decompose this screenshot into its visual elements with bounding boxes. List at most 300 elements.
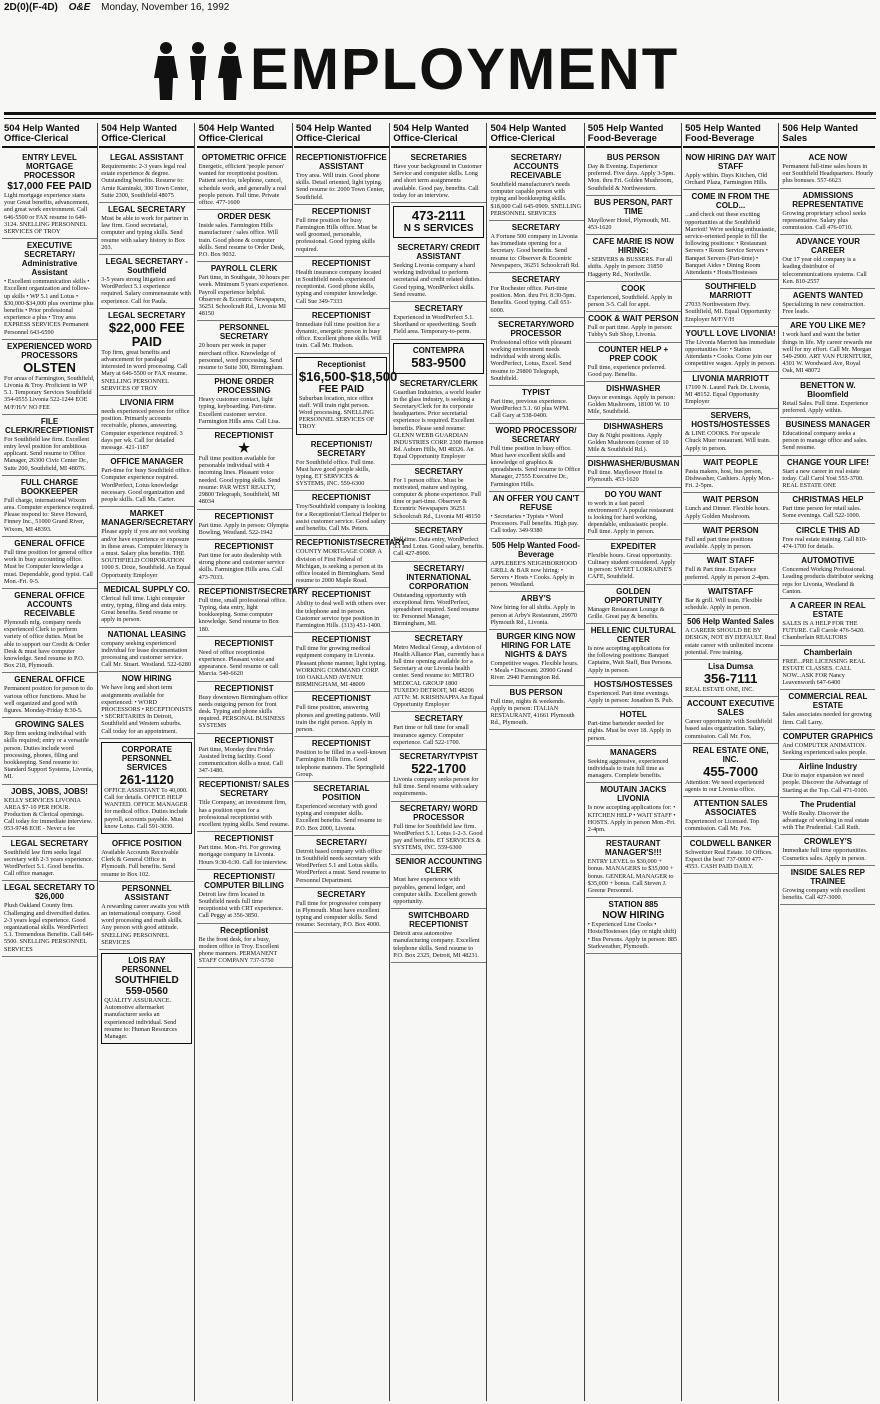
classified-ad xyxy=(2,537,97,589)
ad-body: Immediate full time opportunities. Cosmetics sales. Apply in person. xyxy=(782,847,868,862)
employment-masthead xyxy=(150,37,710,102)
ad-body: ...and check out these exciting opportunities at the Southfield Marriott! We're seeking enthusiastic, service-oriented people to fill the following positions: • Restaurant Servers • Room Service Servers • Banquet Servers (Part-time) • Banquet Aides • Dining Room Attendants • Hosts/Hostesses xyxy=(685,211,776,277)
classified-ad xyxy=(296,357,398,435)
classified-ad xyxy=(780,866,875,905)
ad-body: Full time for growing medical equipment company in Livonia. Pleasant phone manner, light typing. WORKING COMMAND CORP. 160 OAKLAND AVENUE BIRMINGHAM, MI 48009 xyxy=(295,645,387,689)
ad-headline: EXECUTIVE SECRETARY/ Administrative Assistant xyxy=(21,241,78,278)
ad-body: Full charge, international Wixom area. Computer experience required. Please respond to: Steve Howard, Finney Inc., 51000 Grand River, Wixom, MI 48393. xyxy=(4,496,95,533)
ad-headline: SECRETARIAL POSITION xyxy=(313,783,370,802)
ad-body: Detroit based company with office in Southfield needs secretary with WordPerfect 5.1 and Lotus skills. WordPerfect a must. Send resume to Personnel Department. xyxy=(295,847,387,884)
ad-headline: AGENTS WANTED xyxy=(792,291,863,301)
ad-body: Part-time bartender needed for nights. Must be over 18. Apply in person. xyxy=(587,720,671,742)
column-header: 506 Help Wanted Sales xyxy=(780,123,875,148)
classified-ad xyxy=(197,734,292,779)
ad-headline: RECEPTIONIST/ SALES SECRETARY xyxy=(198,780,290,799)
classified-ad xyxy=(99,151,194,203)
classified-ad xyxy=(489,273,584,318)
ad-headline: RECEPTIONIST xyxy=(311,590,371,600)
ad-headline: HOTEL xyxy=(619,710,647,720)
ad-body: Lunch and Dinner. Flexible hours. Apply Golden Mushroom. xyxy=(685,505,770,520)
ad-headline: RECEPTIONIST xyxy=(311,493,371,503)
classified-ad xyxy=(780,456,875,494)
ad-headline: COMPUTER GRAPHICS xyxy=(782,731,873,741)
classified-ad xyxy=(391,909,486,963)
ad-headline: SWITCHBOARD RECEPTIONIST xyxy=(408,911,470,930)
ad-body: Outstanding opportunity with exceptional firm. WordPerfect, spreadsheet required. Send resume to: Personnel Manager, Birmingham, MI. xyxy=(393,591,480,628)
classified-ad xyxy=(489,424,584,492)
ad-headline: The Prudential xyxy=(800,799,856,809)
classified-ad xyxy=(2,589,97,673)
ad-display-text: $16,500-$18,500 xyxy=(298,368,398,384)
ad-headline: ARBY'S xyxy=(521,594,551,604)
column-header: 505 Help Wanted Food-Beverage xyxy=(586,123,681,148)
ad-body: Due to major expansion we need people. Discover the Advantage of Starting at the Top. Call 471-0100. xyxy=(782,772,869,794)
masthead-rule-thin xyxy=(4,118,876,119)
ad-body: Full time for Southfield law firm. WordPerfect 5.1. Lotus 1-2-3. Good pay and benefits. ET SERVICES & SYSTEMS, INC. 559-6300 xyxy=(393,822,483,852)
ad-headline: DO YOU WANT xyxy=(604,489,662,499)
classified-ad xyxy=(294,588,389,633)
classified-ad xyxy=(197,321,292,375)
ad-headline: LEGAL SECRETARY xyxy=(107,310,186,320)
ad-body: Start a new career in real estate today. Call Carol Yost 553-3700. REAL ESTATE ONE xyxy=(782,467,864,490)
classified-ad xyxy=(391,377,486,465)
ad-body: Southfield manufacturer's needs computer capable person with typing and bookkeeping skills. $18,000 Call 645-0909. SNELLING PERSONNEL SERVICES xyxy=(490,181,582,217)
classified-ad xyxy=(2,785,97,837)
ad-body: to work in a fast paced environment? A popular restaurant is looking for hard working, dependable, enthusiastic people. Full time. Apply in person. xyxy=(587,499,674,536)
ad-display-text: $22,000 FEE PAID xyxy=(108,319,185,349)
classified-ad xyxy=(780,418,875,456)
ad-body: Part time or full time for small insurance agency. Computer experience. Call 522-1700. xyxy=(393,724,469,746)
ad-headline: TYPIST xyxy=(521,388,550,398)
ad-body: QUALITY ASSURANCE. Automotive aftermarket manufacturer seeks an experienced individual. Send resume to: Human Resources Manager. xyxy=(104,997,177,1041)
classified-ad xyxy=(586,898,681,954)
classified-ad xyxy=(489,151,584,221)
ad-subhead: FEE PAID xyxy=(318,383,365,395)
ad-body: Have your background in Customer Service and computer skills. Long and short term assignments available. Good pay, benefits. Call today for an interview. xyxy=(393,163,482,199)
classified-ad xyxy=(197,637,292,682)
ad-body: Detroit area automotive manufacturing company. Excellent telephone skills. Send resume to P.O. Box 2325, Detroit, MI 48231. xyxy=(393,930,480,959)
classified-ad xyxy=(586,708,681,746)
classified-ad xyxy=(780,524,875,554)
ad-headline: ORDER DESK xyxy=(217,212,271,222)
ad-headline: COUNTER HELP + PREP COOK xyxy=(598,344,669,363)
ad-body: Full time, experience preferred. Good pay. Benefits. xyxy=(587,363,666,378)
classified-ad xyxy=(683,409,778,456)
ad-headline: SECRETARY/CLERK xyxy=(399,378,478,388)
ad-headline: JOBS, JOBS, JOBS! xyxy=(11,786,88,796)
ad-body: Full time. Data entry, WordPerfect 5.1 and Lotus. Good salary, benefits. Call 427-8900. xyxy=(393,535,485,558)
classified-ad xyxy=(197,262,292,321)
ad-body: Bar & grill. Will train. Flexible schedule. Apply in person. xyxy=(685,596,763,611)
classified-ad xyxy=(99,396,194,455)
ad-headline: COOK & WAIT PERSON xyxy=(588,314,679,324)
ad-headline: 506 Help Wanted Sales xyxy=(687,617,775,627)
ad-body: COUNTY MORTGAGE CORP. A division of First Federal of Michigan, is seeking a person at its office located in Birmingham. Send resume to 2000 Maple Road. xyxy=(295,548,385,585)
classified-ad xyxy=(586,624,681,678)
classified-ad xyxy=(683,524,778,554)
ad-body: Southfield law firm seeks legal secretary with 2-3 years experience. WordPerfect 5.1. Good benefits. Call office manager. xyxy=(4,848,94,878)
ad-body: APPLEBEE'S NEIGHBORHOOD GRILL & BAR now hiring: • Servers • Hosts • Cooks. Apply in person. Westland. xyxy=(490,559,578,589)
ad-headline: ADMISSIONS REPRESENTATIVE xyxy=(792,190,864,209)
classified-ad xyxy=(197,151,292,210)
classified-column xyxy=(780,123,875,1401)
classified-ad xyxy=(391,465,486,524)
ad-body: Mayflower Hotel, Plymouth, MI. 453-1620 xyxy=(587,216,670,232)
classified-ad xyxy=(780,235,875,289)
ad-body: For Rochester office. Part-time position. Mon. thru Fri. 8:30-5pm. Benefits. Good typing. Call 651-6000. xyxy=(490,285,576,314)
classified-ad xyxy=(294,782,389,836)
ad-headline: RECEPTIONIST xyxy=(214,541,274,551)
classified-ad xyxy=(197,870,292,924)
ad-headline: SECRETARY xyxy=(511,223,561,233)
ad-body: Full time position, answering phones and greeting patients. Will train the right person. Apply in person. xyxy=(295,704,381,733)
page-number: 2D(0)(F-4D) xyxy=(4,2,58,13)
classified-ad xyxy=(99,309,194,396)
ad-body: Experienced. Part time evenings. Apply in person: Jonathon B. Pub. xyxy=(587,689,674,704)
ad-headline: PAYROLL CLERK xyxy=(210,264,278,274)
classified-ad xyxy=(197,540,292,585)
ad-body: Part time, previous experience. WordPerfect 5.1. 60 plus WPM. Call Gary at 538-0400. xyxy=(490,398,570,420)
classified-ad xyxy=(197,375,292,429)
ad-headline: NATIONAL LEASING xyxy=(107,629,186,639)
ad-headline: SECRETARY/ ACCOUNTS RECEIVABLE xyxy=(510,153,562,180)
ad-headline: BUSINESS MANAGER xyxy=(785,420,871,430)
ad-body: Health insurance company located in Southfield needs experienced receptionist. Good phone skills, typing and computer knowledge. Call Sue 349-7333 xyxy=(295,268,382,305)
ad-headline: ATTENTION SALES ASSOCIATES xyxy=(693,799,768,818)
ad-body: Day & Night positions. Apply Golden Mushroom (corner of 10 Mile & Southfield Rd.). xyxy=(587,431,669,454)
ad-body: Metro Medical Group, a division of Health Alliance Plan, currently has a full time opening available for a Secretary at our Livonia health center. Send resume to: METRO MEDICAL GROUP 1800 TUXEDO DETROIT, MI 48206 ATTN: M. KRISHNAPPA An Equal Opportunity Employer xyxy=(393,643,484,709)
classified-ad xyxy=(391,524,486,562)
ad-headline: ADVANCE YOUR CAREER xyxy=(795,237,860,256)
ad-display-text: 455-7000 xyxy=(703,763,759,779)
ad-body: KELLY SERVICES LIVONIA AREA $7-10 PER HOUR. Production & Clerical openings. Call today for immediate interview. 953-9748 EOE - Never a fee xyxy=(4,796,93,833)
classified-ad xyxy=(99,203,194,255)
ad-headline: Chamberlain xyxy=(803,647,853,657)
ad-body: Educational company seeks a person to manage office and sales. Send resume. xyxy=(782,430,868,452)
ad-headline: WAIT PERSON xyxy=(702,525,759,535)
classified-ad xyxy=(780,319,875,378)
classified-ad xyxy=(586,382,681,420)
classified-ad xyxy=(586,196,681,235)
column-header: 504 Help Wanted Office-Clerical xyxy=(99,123,194,148)
ad-body: Part time, Monday thru Friday. Assisted living facility. Good communication skills a must. Call 347-1480. xyxy=(198,745,283,775)
classified-ad xyxy=(489,686,584,731)
classified-ad xyxy=(2,673,97,718)
ad-body: Day & Evening. Experience preferred. Five days. Apply 3-5pm. Mon. thru Fri. Golden Mushroom, Southfield & Northwestern. xyxy=(587,163,675,192)
classified-ad xyxy=(294,536,406,588)
masthead-rule xyxy=(4,112,876,115)
ad-display-text: 522-1700 xyxy=(411,760,467,776)
classified-ad xyxy=(391,712,486,750)
ad-body: Position to be filled in a well-known Farmington Hills firm. Good telephone manners. The Springfield Group. xyxy=(295,749,387,778)
ad-headline: NOW HIRING DAY WAIT STAFF xyxy=(685,153,776,171)
ad-headline: STATION 885 xyxy=(608,900,659,910)
ad-body: Part-time for busy Southfield office. Computer experience required. WordPerfect, Lotus knowledge necessary. Good organization and people skills. Call Ms. Carter. xyxy=(101,467,192,504)
ad-body: Plush Oakland County firm. Challenging and diversified duties. 2-3 years legal experience. Good organizational skills. WordPerfect 5.1. Tremendous Benefits. Call 646-5500. SNELLING PERSONNEL SERVICES xyxy=(4,902,94,953)
issue-date: Monday, November 16, 1992 xyxy=(101,2,230,13)
ad-headline: CHRISTMAS HELP xyxy=(792,495,864,505)
ad-headline: OPTOMETRIC OFFICE xyxy=(201,153,287,162)
classified-ad xyxy=(780,646,875,691)
ad-headline: SECRETARY xyxy=(317,889,366,899)
ad-headline: RECEPTIONIST xyxy=(311,206,371,216)
ad-headline: AN OFFER YOU CAN'T REFUSE xyxy=(492,493,580,512)
ad-headline: SECRETARY xyxy=(414,714,463,724)
ad-headline: CHANGE YOUR LIFE! xyxy=(786,457,869,467)
classified-ad xyxy=(294,257,389,309)
ad-body: A rewarding career awaits you with an international company. Good word processing and math skills. Any person with good attitude. SNELLING PERSONNEL SERVICES xyxy=(101,902,190,946)
ad-body: Part time. Mon.-Fri. For growing mortgage company in Livonia. Hours 9:30-6:30. Call for interview. xyxy=(198,844,288,866)
ad-headline: GENERAL OFFICE xyxy=(14,675,85,685)
ad-headline: RECEPTIONIST xyxy=(214,511,274,521)
ad-headline: GOLDEN OPPORTUNITY xyxy=(604,586,663,605)
ad-display-text: 356-7111 xyxy=(703,670,758,686)
ad-headline: RECEPTIONIST xyxy=(214,834,274,844)
classified-ad xyxy=(780,189,875,236)
ad-body: Experienced secretary with good typing and computer skills. Excellent benefits. Send resume to P.O. Box 2000, Livonia. xyxy=(295,802,382,832)
classified-ad xyxy=(683,615,778,660)
ad-headline: COMMERCIAL REAL ESTATE xyxy=(788,692,868,711)
ad-body: Career opportunity with Southfield based sales organization. Salary, commission. Call Mr. Fox. xyxy=(685,718,772,740)
ad-headline: CAFE MARIE IS NOW HIRING: xyxy=(592,237,674,256)
ad-headline: SECRETARY xyxy=(414,466,463,476)
ad-body: Full or part time. Apply in person: Tubby's Sub Shop, Livonia. xyxy=(587,324,673,339)
ad-body: Heavy customer contact, light typing, keyboarding. Part-time. Excellent customer service. Farmington Hills area. Call Lisa. xyxy=(198,396,281,425)
ad-headline: RECEPTIONIST xyxy=(311,739,371,749)
ad-body: Our 17 year old company is a leading distributor of telecommunications systems. Call Ken. 810-2557 xyxy=(782,256,867,285)
ad-headline: SECRETARY xyxy=(511,275,561,285)
ad-headline: FILE CLERK/RECEPTIONIST xyxy=(5,416,94,435)
ad-display-text: 261-1120 xyxy=(119,771,174,787)
ad-headline: RECEPTIONIST xyxy=(311,310,371,320)
classified-column xyxy=(586,123,682,1401)
ad-body: Flexible hours. Great opportunity. Culinary student considered. Apply in person: SWEET LORRAINE'S CAFE, Southfield. xyxy=(587,551,676,581)
classified-ad xyxy=(780,599,875,646)
ad-headline: EXPEDITER xyxy=(610,541,656,551)
classified-ad xyxy=(99,507,194,582)
ad-headline: SECRETARY/TYPIST xyxy=(399,751,479,761)
ad-headline: ACCOUNT EXECUTIVE SALES xyxy=(686,699,775,718)
classified-ad xyxy=(2,837,97,882)
classified-ad xyxy=(99,672,194,738)
classified-ad xyxy=(586,540,681,585)
classified-ad xyxy=(780,151,875,189)
ad-headline: SECRETARY/ INTERNATIONAL CORPORATION xyxy=(406,563,472,591)
ad-body: Part time, in Southgate, 30 hours per week. Minimum 5 years experience. Payroll experience helpful. Observer & Eccentric Newspapers, 36251 Schoolcraft Rd., Livonia MI 48150 xyxy=(198,274,290,318)
ad-headline: DISHWASHER xyxy=(606,384,661,394)
ad-body: Top firm, great benefits and advancement for paralegal interested in word processing. Call Mary at 646-5500 or FAX resume. SNELLING PERSONNEL SERVICES OF TROY xyxy=(101,348,188,392)
ad-display-text: 473-2111 xyxy=(411,208,466,224)
ad-body: Seeking aggressive, experienced individuals to train full time as managers. Complete benefits. xyxy=(587,757,669,780)
ad-body: Plymouth mfg. company needs experienced Clerk to perform variety of office duties. Must be able to support our Credit & Order Desk & must have computer knowledge. Send resume to P.O. Box 218, Plymouth. xyxy=(4,618,90,670)
people-figures-icon xyxy=(150,40,246,102)
classified-ad xyxy=(101,953,192,1044)
classified-ad xyxy=(294,888,389,933)
classified-ad xyxy=(586,282,681,312)
classified-column xyxy=(683,123,779,1401)
classified-ad xyxy=(294,836,389,888)
ad-body: Full & Part time. Experience preferred. Apply in person 2-4pm. xyxy=(685,566,770,581)
classified-ad xyxy=(586,457,681,487)
ad-body: For 1 person office. Must be motivated, mature and typing, computer & phone experience. Full time or part-time. Observer & Eccentric Newspapers 36251 Schoolcraft Rd., Livonia MI 48150 xyxy=(393,476,481,520)
classified-ad xyxy=(2,718,97,784)
ad-headline: BUS PERSON xyxy=(606,153,660,162)
classified-ad xyxy=(489,386,584,424)
classified-ad xyxy=(197,510,292,540)
ad-headline: LOIS RAY PERSONNEL xyxy=(121,956,172,975)
classified-ad xyxy=(489,539,584,593)
classified-ad xyxy=(197,210,292,262)
ad-headline: RECEPTIONIST xyxy=(214,431,274,441)
ad-headline: RECEPTIONIST xyxy=(214,638,274,648)
section-title: EMPLOYMENT xyxy=(250,37,680,102)
ad-headline: RECEPTIONIST/OFFICE ASSISTANT xyxy=(296,153,387,171)
ad-body: Experienced or Licensed. Top commission. Call Mr. Fox. xyxy=(685,818,760,833)
ad-headline: WAIT PEOPLE xyxy=(703,457,758,467)
ad-headline: RECEPTIONIST xyxy=(214,683,274,693)
classified-ad xyxy=(101,742,192,834)
ad-body: 27033 Northwestern Hwy. Southfield, MI. Equal Opportunity Employer M/F/V/H xyxy=(685,301,771,323)
ad-headline: MEDICAL SUPPLY CO. xyxy=(103,584,190,594)
ad-body: Growing company with excellent benefits. Call 427-3000. xyxy=(782,886,866,901)
classified-ad xyxy=(780,730,875,760)
ad-headline: LIVONIA MARRIOTT xyxy=(692,373,769,383)
classified-ad xyxy=(99,455,194,507)
ad-body: Competitive wages. Flexible hours. • Meals • Discount. 20900 Grand River. 2940 Farmington Rd. xyxy=(490,659,579,682)
ad-body: Now hiring for all shifts. Apply in person at Arby's Restaurant, 29970 Plymouth Rd., Livonia. xyxy=(490,604,578,626)
ad-display-text: ★ xyxy=(238,440,250,456)
ad-body: Full time position for busy Farmington Hills office. Must be well groomed, personable, professional. Good typing skills required. xyxy=(295,216,378,253)
ad-headline: PERSONNEL ASSISTANT xyxy=(121,883,172,902)
classified-ad xyxy=(780,835,875,865)
ad-body: For Southfield law firm. Excellent entry level position for ambitious applicant. Send resume to Office Manager, 26300 Civic Center Dr., Suite 200, Southfield, MI 48076. xyxy=(4,435,90,472)
ad-headline: COME IN FROM THE COLD... xyxy=(691,192,770,211)
column-header: 504 Help Wanted Office-Clerical xyxy=(489,123,584,148)
ad-headline: YOU'LL LOVE LIVONIA! xyxy=(685,328,776,338)
ad-body: Clerical full time. Light computer entry, typing, filing and data entry. Great benefits. Send resume or apply in person. xyxy=(101,594,187,624)
publication-name: O&E xyxy=(68,2,91,13)
classified-ad xyxy=(391,151,486,203)
ad-body: We have long and short term assignments available for experienced: • WORD PROCESSORS • RECEPTIONISTS • SECRETARIES In Detroit, Southfield and Western suburbs. Call today for an appointment. xyxy=(101,684,193,735)
ad-body: Days or evenings. Apply in person: Golden Mushroom, 18100 W. 10 Mile, Southfield. xyxy=(587,394,676,416)
classified-ad xyxy=(2,415,97,476)
ad-body: Full time, nights & weekends. Apply in person: ITALIAN RESTAURANT, 41661 Plymouth Rd., Plymouth. xyxy=(490,697,575,727)
ad-body: Full time, small professional office. Typing, data entry, light bookkeeping. Some computer knowledge. Send resume to Box 180. xyxy=(198,596,287,633)
classified-ad xyxy=(391,302,486,340)
ad-body: Permanent position for person to do various office functions. Must be well organized and good with figures. Monday-Friday 8:30-5. xyxy=(4,685,93,714)
ad-headline: SENIOR ACCOUNTING CLERK xyxy=(395,857,483,876)
ad-body: 3-5 years strong litigation and WordPerfect 5.1 experience required. Salary commensurate with experience. Call for Paula. xyxy=(101,276,191,305)
ad-display-text: OLSTEN xyxy=(23,359,76,375)
ad-body: Light mortgage experience starts your Great benefits, advancement, and great work environment. Call 646-5500 or FAX resume to 649-3124. SNELLING PERSONNEL SERVICES OF TROY xyxy=(4,192,90,236)
ad-subhead: SOUTHFIELD 559-0560 xyxy=(114,975,179,998)
ad-body: Wolfe Realty. Discover the advantage of working in real estate with The Prudential. Call Ruth. xyxy=(782,809,870,832)
classified-ad xyxy=(683,660,778,697)
ad-body: Experienced, Southfield. Apply in person 3-5. Call for appt. xyxy=(587,293,673,309)
ad-headline: LIVONIA FIRM xyxy=(119,398,174,408)
ad-headline: RECEPTIONIST xyxy=(311,258,371,268)
ad-headline: BENETTON W. Bloomfield xyxy=(800,380,856,399)
classified-column xyxy=(197,123,309,1401)
ad-body: Energetic, efficient 'people person' wanted for receptionist position. Patient service, telephone, cancel, schedule work, and generally a real people person. Full time. Private office. 477-1600 xyxy=(198,163,287,207)
classified-ad xyxy=(294,692,389,737)
ad-body: SALES IS A HELP FOR THE FUTURE. Call Carole 476-5420. Chamberlain REALTORS xyxy=(782,619,865,642)
classified-column xyxy=(99,123,195,1401)
classified-ad xyxy=(780,379,875,418)
classified-ad xyxy=(489,630,584,686)
classified-ad xyxy=(683,190,778,280)
ad-headline: GROWING SALES xyxy=(15,720,84,730)
ad-headline: MARKET MANAGER/SECRETARY xyxy=(101,509,194,528)
ad-headline: SECRETARY xyxy=(414,304,463,314)
classified-ad xyxy=(780,798,875,836)
classified-ad xyxy=(489,221,584,273)
classified-ad xyxy=(683,456,778,494)
ad-headline: LEGAL SECRETARY xyxy=(10,838,89,848)
ad-body: Full time for progressive company in Plymouth. Must have excellent typing and computer skills. Send resume: Secretary, P.O. Box 4000. xyxy=(295,899,382,929)
ad-headline: Receptionist xyxy=(220,925,269,935)
ad-body: Attention: We need experienced agents in our Livonia office. xyxy=(685,778,765,793)
classified-ad xyxy=(780,289,875,319)
ad-body: • Secretaries • Typists • Word Processors. Full benefits. High pay. Call today. 349-9380 xyxy=(490,512,579,535)
ad-body: Must be able to work for partner in law firm. Good secretarial, computer and typing skills. Send resume with salary history to Box 203. xyxy=(101,215,189,251)
folio-line xyxy=(4,2,876,16)
ad-headline: GENERAL OFFICE xyxy=(14,538,85,548)
ad-body: • Excellent communication skills • Excellent organization and follow-up skills • WP 5.1 and Lotus • $30,000-$34,000 plus overtime plus benefits • Prior professional experience a plus • Troy area EXPRESS SERVICES Permanent Personnel 643-6590 xyxy=(4,278,94,336)
ad-headline: RECEPTIONIST xyxy=(311,694,371,704)
classified-column xyxy=(391,123,487,1401)
ad-headline: HOSTS/HOSTESSES xyxy=(593,679,673,689)
classified-ad xyxy=(294,151,389,205)
ad-subhead: N S SERVICES xyxy=(403,223,474,235)
classified-ad xyxy=(683,327,778,372)
ad-body: Concerned Working Professional. Leading products distributor seeking reps for Livonia, Westland & Canton. xyxy=(782,566,874,595)
ad-body: Busy downtown Birmingham office needs outgoing person for front desk. Typing and phone skills required. PERSONAL BUSINESS SYSTEMS xyxy=(198,693,288,730)
ad-body: A CAREER SHOULD BE BY DESIGN, NOT BY DEFAULT. Real estate career with unlimited income potential. Free training. xyxy=(685,627,777,656)
classified-ad xyxy=(586,151,681,196)
classified-ad xyxy=(683,151,778,190)
ad-headline: Airline Industry xyxy=(798,762,858,772)
classified-ad xyxy=(683,372,778,410)
classified-ad xyxy=(683,744,778,797)
ad-body: Troy area. Will train. Good phone skills. Detail oriented, light typing. Send resume to: 2000 Town Center, Southfield. xyxy=(295,172,385,201)
ad-headline: Receptionist xyxy=(317,359,366,369)
classified-ad xyxy=(99,882,194,950)
ad-headline: CIRCLE THIS AD xyxy=(796,525,860,535)
ad-headline: COLDWELL BANKER xyxy=(689,838,772,848)
ad-body: Be the front desk, for a busy, modern office in Troy. Excellent phone manners. PERMANENT STAFF COMPANY 737-5750 xyxy=(198,935,280,965)
ad-subhead: NOW HIRING xyxy=(602,910,665,922)
ad-body: Requirements: 2-3 years legal real estate experience & degree. Outstanding benefits. Resume to: Arnie Kaminski, 300 Town Center, Suite 2300, Southfield 48075 xyxy=(101,163,189,199)
column-header: 505 Help Wanted Food-Beverage xyxy=(683,123,778,148)
classified-ad xyxy=(586,312,681,342)
ad-body: Experienced in WordPerfect 5.1. Shorthand or speedwriting. South Field area. Temporary-to-perm. xyxy=(393,314,477,336)
classified-ad xyxy=(294,633,389,692)
ad-headline: WORD PROCESSOR/ SECRETARY xyxy=(495,425,577,444)
classified-ad xyxy=(294,737,389,782)
ad-headline: AUTOMOTIVE xyxy=(801,556,855,566)
ad-headline: REAL ESTATE ONE, INC. xyxy=(692,745,769,764)
ad-body: Full time position for general office work in busy accounting office. Must be Computer knowledge a must. Dependable, good typist. Call Mon.-Fri. 9-5. xyxy=(4,548,93,585)
column-header: 504 Help Wanted Office-Clerical xyxy=(2,123,97,148)
ad-headline: SECRETARY xyxy=(414,525,463,535)
classified-ad xyxy=(586,343,681,382)
ad-headline: BUS PERSON, PART TIME xyxy=(594,197,673,216)
column-header: 504 Help Wanted Office-Clerical xyxy=(197,123,292,148)
classified-ad xyxy=(683,837,778,875)
classified-ad xyxy=(780,554,875,599)
ad-body: I work hard and want the better things in life. My career rewards me well for my effort. Call Mr. Morgan 549-2900. ART VAN FURNITURE, 4301 W. Woodward Ave, Royal Oak, MI 48072 xyxy=(782,331,873,375)
